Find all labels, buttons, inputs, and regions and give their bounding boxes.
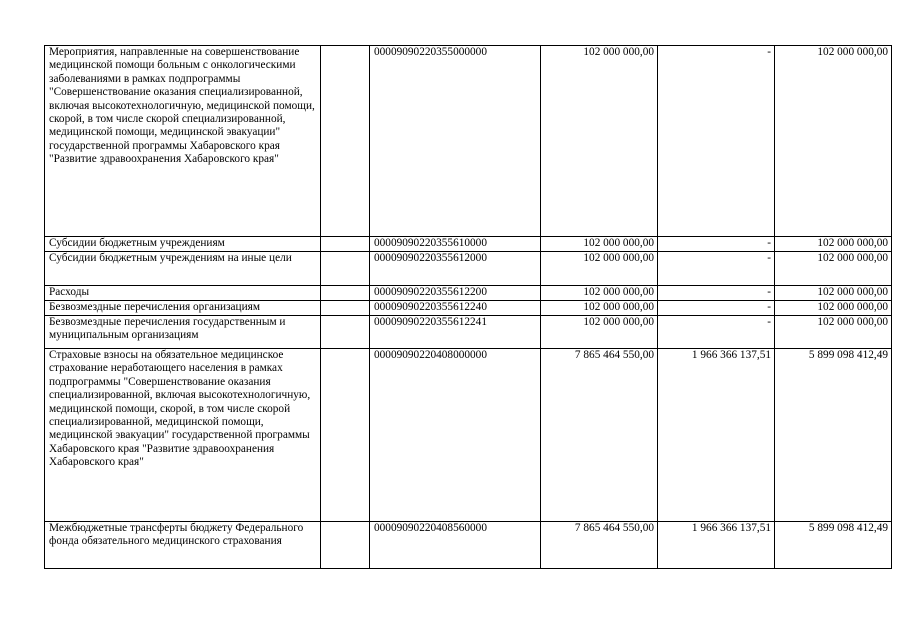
row-planned-cell: 102 000 000,00 — [541, 301, 658, 316]
row-budget-code-cell: 00009090220355612240 — [370, 301, 541, 316]
row-line-code-cell — [321, 252, 370, 286]
row-remaining-cell: 102 000 000,00 — [775, 316, 892, 349]
row-line-code-cell — [321, 522, 370, 569]
row-budget-code-cell: 00009090220355610000 — [370, 237, 541, 252]
row-name-cell: Расходы — [45, 286, 321, 301]
row-planned-cell: 7 865 464 550,00 — [541, 349, 658, 522]
row-name-cell: Страховые взносы на обязательное медицинское страхование неработающего населения в рамках подпрограммы "Совершенствование оказания специализированной, включая высокотехнологичную, медицинской помощи, скорой, в том числе скорой специализированной, медицинской помощи, медицинской эвакуации" государственной программы Хабаровского края "Развитие здравоохранения Хабаровского края" — [45, 349, 321, 522]
row-remaining-cell: 102 000 000,00 — [775, 252, 892, 286]
row-budget-code-cell: 00009090220408560000 — [370, 522, 541, 569]
row-budget-code-cell: 00009090220355612000 — [370, 252, 541, 286]
row-line-code-cell — [321, 286, 370, 301]
row-budget-code-cell: 00009090220355612200 — [370, 286, 541, 301]
table-row — [45, 286, 892, 301]
row-budget-code-cell: 00009090220355000000 — [370, 46, 541, 237]
row-line-code-cell — [321, 301, 370, 316]
row-line-code-cell — [321, 237, 370, 252]
row-remaining-cell: 102 000 000,00 — [775, 286, 892, 301]
table-row — [45, 252, 892, 286]
row-name-cell: Безвозмездные перечисления организациям — [45, 301, 321, 316]
row-planned-cell: 102 000 000,00 — [541, 46, 658, 237]
table-row — [45, 522, 892, 569]
table-row — [45, 301, 892, 316]
row-remaining-cell: 5 899 098 412,49 — [775, 522, 892, 569]
table-row — [45, 46, 892, 237]
row-executed-cell: - — [658, 237, 775, 252]
row-line-code-cell — [321, 316, 370, 349]
row-executed-cell: - — [658, 316, 775, 349]
row-name-cell: Безвозмездные перечисления государственным и муниципальным организациям — [45, 316, 321, 349]
row-remaining-cell: 102 000 000,00 — [775, 46, 892, 237]
table-row — [45, 237, 892, 252]
row-remaining-cell: 5 899 098 412,49 — [775, 349, 892, 522]
row-planned-cell: 102 000 000,00 — [541, 252, 658, 286]
row-budget-code-cell: 00009090220355612241 — [370, 316, 541, 349]
row-remaining-cell: 102 000 000,00 — [775, 301, 892, 316]
row-executed-cell: 1 966 366 137,51 — [658, 522, 775, 569]
row-line-code-cell — [321, 46, 370, 237]
row-name-cell: Межбюджетные трансферты бюджету Федерального фонда обязательного медицинского страхования — [45, 522, 321, 569]
row-name-cell: Субсидии бюджетным учреждениям на иные цели — [45, 252, 321, 286]
row-executed-cell: 1 966 366 137,51 — [658, 349, 775, 522]
row-name-cell: Субсидии бюджетным учреждениям — [45, 237, 321, 252]
row-planned-cell: 102 000 000,00 — [541, 237, 658, 252]
row-planned-cell: 102 000 000,00 — [541, 316, 658, 349]
row-remaining-cell: 102 000 000,00 — [775, 237, 892, 252]
row-planned-cell: 7 865 464 550,00 — [541, 522, 658, 569]
row-executed-cell: - — [658, 301, 775, 316]
row-planned-cell: 102 000 000,00 — [541, 286, 658, 301]
row-executed-cell: - — [658, 286, 775, 301]
row-budget-code-cell: 00009090220408000000 — [370, 349, 541, 522]
row-line-code-cell — [321, 349, 370, 522]
budget-execution-table — [44, 45, 892, 569]
table-row — [45, 316, 892, 349]
row-executed-cell: - — [658, 46, 775, 237]
table-row — [45, 349, 892, 522]
row-executed-cell: - — [658, 252, 775, 286]
row-name-cell: Мероприятия, направленные на совершенствование медицинской помощи больным с онкологическими заболеваниями в рамках подпрограммы "Совершенствование оказания специализированной, включая высокотехнологичную, медицинской помощи, скорой, в том числе скорой специализированной, медицинской помощи, медицинской эвакуации" государственной программы Хабаровского края "Развитие здравоохранения Хабаровского края" — [45, 46, 321, 237]
